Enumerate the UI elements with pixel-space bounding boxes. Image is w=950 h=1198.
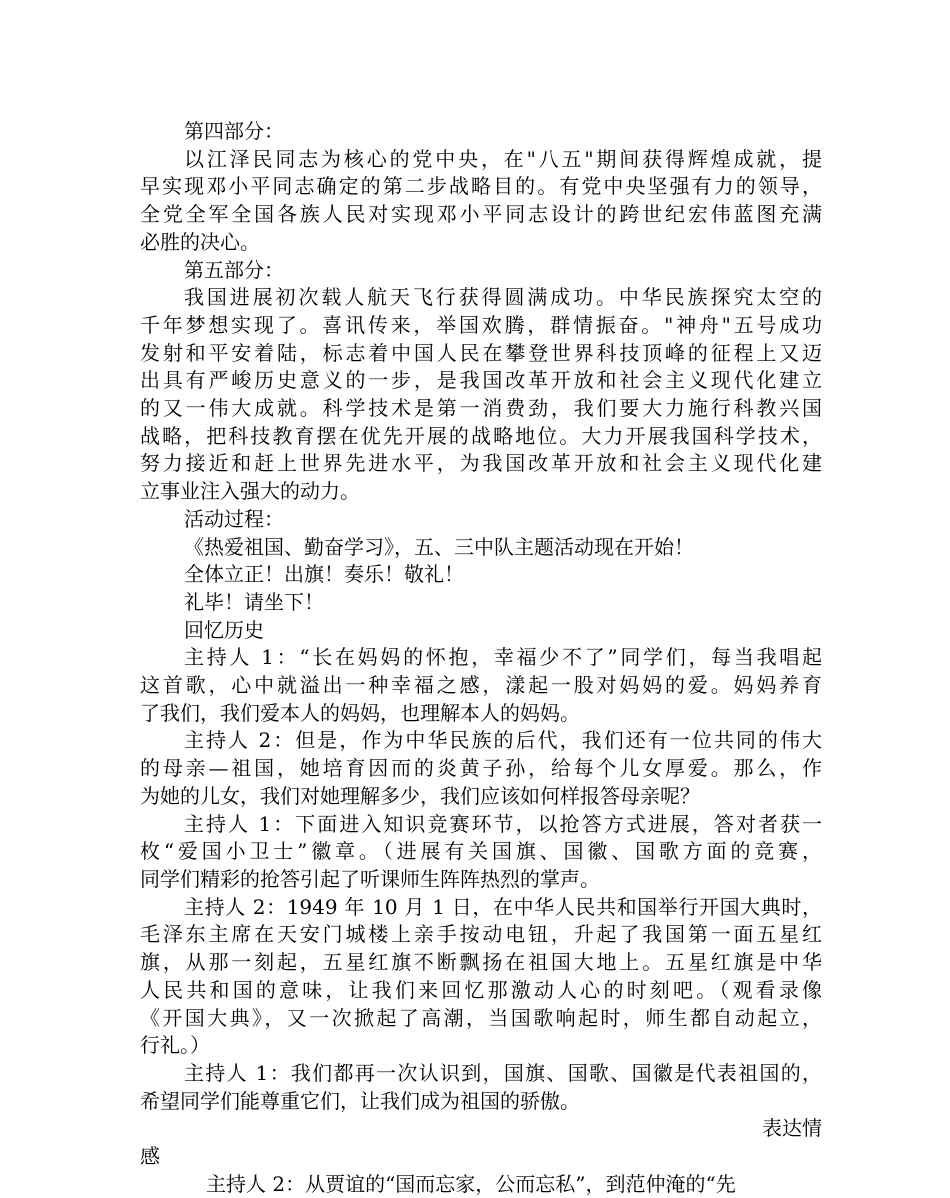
section-heading-express-emotion bbox=[140, 1115, 822, 1170]
text-line: 我国进展初次载人航天飞行获得圆满成功。中华民族探究太空的 bbox=[184, 285, 822, 310]
text-line: 主持人 1：我们都再一次认识到，国旗、国歌、国徽是代表祖国的， bbox=[184, 1060, 822, 1085]
text-line: 主持人 1：“长在妈妈的怀抱，幸福少不了”同学们，每当我唱起 bbox=[184, 645, 822, 670]
salute-end bbox=[140, 589, 822, 617]
text-line: 的又一伟大成就。科学技术是第一消费劲，我们要大力施行科教兴国 bbox=[140, 396, 822, 421]
text-line: 全体立正！出旗！奏乐！敬礼！ bbox=[184, 562, 464, 587]
host-1-speech-b bbox=[140, 811, 822, 894]
text-line: 主持人 2：从贾谊的“国而忘家，公而忘私”，到范仲淹的“先 bbox=[206, 1171, 736, 1196]
host-2-speech-a bbox=[140, 727, 822, 810]
host-1-speech-a bbox=[140, 644, 822, 727]
text-line: 以江泽民同志为核心的党中央，在"八五"期间获得辉煌成就，提 bbox=[184, 146, 822, 171]
host-2-speech-b bbox=[140, 894, 822, 1060]
text-line: 《开国大典》，又一次掀起了高潮，当国歌响起时，师生都自动起立， bbox=[140, 1005, 822, 1030]
text-line: 礼毕！请坐下！ bbox=[184, 589, 324, 614]
text-line: 必胜的决心。 bbox=[140, 229, 260, 254]
text-line: 了我们，我们爱本人的妈妈，也理解本人的妈妈。 bbox=[140, 700, 580, 725]
section-heading-history bbox=[140, 617, 822, 645]
text-line: 人民共和国的意味，让我们来回忆那激动人心的时刻吧。（观看录像 bbox=[140, 977, 822, 1002]
text-line: 主持人 2：1949 年 10 月 1 日，在中华人民共和国举行开国大典时， bbox=[184, 894, 822, 919]
text-line: 发射和平安着陆，标志着中国人民在攀登世界科技顶峰的征程上又迈 bbox=[140, 340, 822, 365]
document-page bbox=[140, 118, 822, 1198]
text-line: 表达情 bbox=[762, 1116, 822, 1141]
text-line: 出具有严峻历史意义的一步，是我国改革开放和社会主义现代化建立 bbox=[140, 368, 822, 393]
flag-ceremony bbox=[140, 561, 822, 589]
paragraph-part-4 bbox=[140, 146, 822, 257]
text-line: 行礼。） bbox=[140, 1033, 210, 1058]
paragraph-part-5 bbox=[140, 284, 822, 506]
text-line: 感 bbox=[140, 1144, 160, 1169]
text-line: 这首歌，心中就溢出一种幸福之感，漾起一股对妈妈的爱。妈妈养育 bbox=[140, 673, 822, 698]
text-line: 全党全军全国各族人民对实现邓小平同志设计的跨世纪宏伟蓝图充满 bbox=[140, 202, 822, 227]
section-heading-part-4 bbox=[140, 118, 822, 146]
host-2-speech-c bbox=[140, 1171, 822, 1198]
text-line: 主持人 2：但是，作为中华民族的后代，我们还有一位共同的伟大 bbox=[184, 728, 822, 753]
host-1-speech-c bbox=[140, 1060, 822, 1115]
text-line: 战略，把科技教育摆在优先开展的战略地位。大力开展我国科学技术， bbox=[140, 423, 822, 448]
text-line: 枚“爱国小卫士”徽章。（进展有关国旗、国徽、国歌方面的竞赛， bbox=[140, 839, 822, 864]
text-line: 第四部分： bbox=[184, 119, 284, 143]
text-line: 希望同学们能尊重它们，让我们成为祖国的骄傲。 bbox=[140, 1088, 580, 1113]
activity-opening bbox=[140, 534, 822, 562]
text-line: 的母亲—祖国，她培育因而的炎黄子孙，给每个儿女厚爱。那么，作 bbox=[140, 756, 822, 781]
text-line: 第五部分： bbox=[184, 257, 284, 282]
section-heading-activity bbox=[140, 506, 822, 534]
section-heading-part-5 bbox=[140, 257, 822, 285]
text-line: 《热爱祖国、勤奋学习》，五、三中队主题活动现在开始！ bbox=[184, 534, 694, 559]
text-line: 回忆历史 bbox=[184, 617, 264, 642]
text-line: 同学们精彩的抢答引起了听课师生阵阵热烈的掌声。 bbox=[140, 866, 600, 891]
text-line: 活动过程： bbox=[184, 506, 284, 531]
text-line: 毛泽东主席在天安门城楼上亲手按动电钮，升起了我国第一面五星红 bbox=[140, 922, 822, 947]
text-line: 千年梦想实现了。喜讯传来，举国欢腾，群情振奋。"神舟"五号成功 bbox=[140, 312, 822, 337]
text-line: 旗，从那一刻起，五星红旗不断飘扬在祖国大地上。五星红旗是中华 bbox=[140, 950, 822, 975]
text-line: 早实现邓小平同志确定的第二步战略目的。有党中央坚强有力的领导， bbox=[140, 174, 822, 199]
text-line: 主持人 1：下面进入知识竞赛环节，以抢答方式进展，答对者获一 bbox=[184, 811, 822, 836]
text-line: 努力接近和赶上世界先进水平，为我国改革开放和社会主义现代化建 bbox=[140, 451, 822, 476]
text-line: 为她的儿女，我们对她理解多少，我们应该如何样报答母亲呢？ bbox=[140, 783, 700, 808]
text-line: 立事业注入强大的动力。 bbox=[140, 479, 360, 504]
